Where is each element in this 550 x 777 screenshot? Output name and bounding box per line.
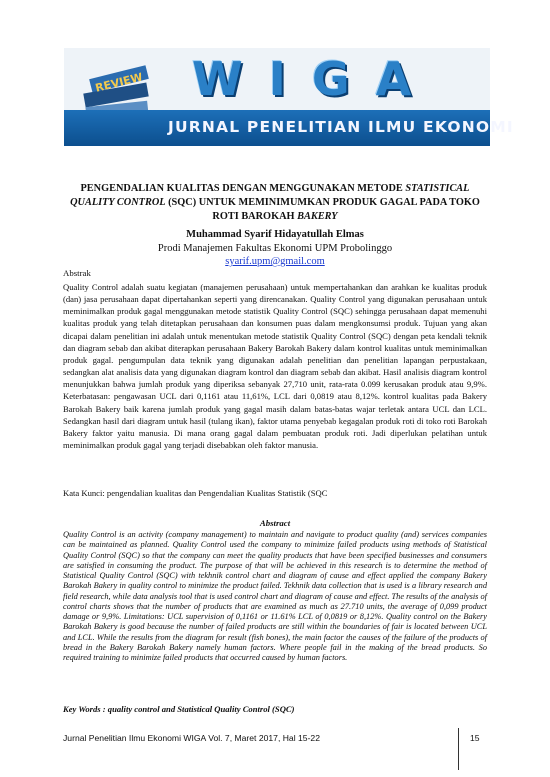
abstract-body: Quality Control is an activity (company management) to maintain and navigate to product quality (and) services companies can be maintained as planned. Quality Control used the company to minimize failed products using methods of Statistical Quality Control (SQC) so that the company can meet the quality products that have been specified businesses and consumers are satisfied in consuming the product. The purpose of that will be achieved in this research is to determine the method of Statistical Quality Control (SQC) with tekhnik control chart and diagram of cause and effect applied the company Bakery Barokah Bakery in quality control to minimize the product failed. Tekhnik data collection that is used is a library research and field research, while data analysis tool that is used control chart and diagram of cause and effect. The results of the analysis of control charts shows that the number of products that are examined as much as 27.710 units, the average of 0,099 product damage or 9,9%. Limitations: UCL supervision of 0,1161 or 11.61% LCL of 0,0819 or 8,12%. Quality control on the Bakery Barokah Bakery is good because the number of failed products are still within the boundaries of fair is located between UCL and LCL. While the results from the diagram for result (fish bones), the main factor the causes of the failure of the products of bread in the Bakery Barokah Bakery namely human factors. Where people fail in the making of the bread products. So required training to minimize failed products that occurred caused by human factors. [63, 530, 487, 662]
kata-kunci: Kata Kunci: pengendalian kualitas dan Pengendalian Kualitas Statistik (SQC [63, 488, 328, 498]
author-block [60, 228, 490, 269]
journal-name: JURNAL PENELITIAN ILMU EKONOMI [168, 118, 514, 136]
key-words: Key Words : quality control and Statistical Quality Control (SQC) [63, 704, 295, 714]
author-email-link[interactable]: syarif.upm@gmail.com [225, 256, 325, 267]
page-number: 15 [470, 733, 480, 743]
book-label: REVIEW [94, 70, 144, 95]
paper-title [60, 182, 490, 224]
title-part-2: (SQC) UNTUK MEMINIMUMKAN PRODUK GAGAL PADA TOKO ROTI BAROKAH [165, 197, 480, 222]
abstrak-heading: Abstrak [63, 268, 91, 278]
author-name: Muhammad Syarif Hidayatullah Elmas [186, 229, 364, 240]
footer-divider [458, 728, 459, 770]
journal-banner [64, 48, 514, 146]
author-affiliation: Prodi Manajemen Fakultas Ekonomi UPM Probolinggo [157, 242, 393, 254]
title-italic-1: STATISTICAL QUALITY CONTROL [70, 183, 470, 208]
title-part-1: PENGENDALIAN KUALITAS DENGAN MENGGUNAKAN METODE [80, 183, 406, 194]
abstract-heading: Abstract [259, 518, 291, 528]
abstrak-body: Quality Control adalah suatu kegiatan (manajemen perusahaan) untuk mempertahankan dan arahkan ke kualitas produk (dan) jasa perusahaan dapat dipertahankan seperti yang direncanakan. Quality Control yang digunakan perusahaan untuk meminimalkan produk gagal menggunakan metode statistik Quality Control (SQC) sehingga perusahaan dapat memenuhi kualitas produk yang telah ditetapkan perusahaan dan konsumen puas dalam mengkonsumsi produk. Tujuan yang akan dicapai dalam penelitian ini adalah untuk menentukan metode statistik Quality Control (SQC) dengan peta kendali teknik dan diagram sebab dan akibat diterapkan perusahaan Bakery Barokah Bakery dalam kontrol kualitas untuk meminimalkan produk gagal. pengumpulan data teknik yang digunakan adalah penelitian dan penelitian lapangan perpustakaan, sedangkan alat analisis data yang digunakan diagram kontrol dan diagram sebab dan akibat. Hasil analisis diagram kontrol menunjukkan bahwa jumlah produk yang diperiksa sebanyak 27,710 unit, rata-rata 0.099 kerusakan produk atau 9,9%. Keterbatasan: pengawasan UCL dari 0,1161 atau 11,61%, LCL dari 0,0819 atau 8,12%. kontrol kualitas pada Bakery Barokah Bakery baik karena jumlah produk yang gagal masih dalam batas-batas wajar terletak antara UCL dan LCL. Sedangkan hasil dari diagram untuk hasil (tulang ikan), faktor utama penyebab kegagalan produk roti di toko roti Barokah Bakery faktor yaitu manusia. Di mana orang gagal dalam pembuatan produk roti. Jadi diperlukan pelatihan untuk meminimalkan produk gagal yang terjadi disebabkan oleh faktor manusia. [63, 282, 487, 451]
logo-wordmark: WIGA [192, 52, 438, 106]
footer-citation: Jurnal Penelitian Ilmu Ekonomi WIGA Vol. 7, Maret 2017, Hal 15-22 [63, 733, 320, 743]
title-italic-2: BAKERY [297, 211, 338, 222]
